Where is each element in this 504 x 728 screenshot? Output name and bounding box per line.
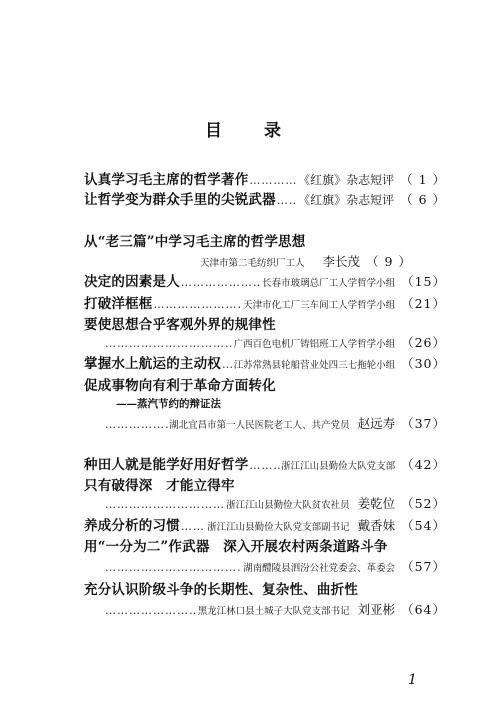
entry-title: 要使思想合乎客观外界的规律性	[84, 317, 276, 333]
dot-leader	[249, 174, 297, 187]
dot-leader	[105, 498, 225, 511]
toc-entry	[84, 352, 446, 372]
entry-page: （64）	[401, 602, 446, 617]
entry-page: （54）	[401, 518, 446, 533]
dot-leader	[105, 418, 168, 431]
entry-title: 用“一分为二”作武器 深入开展农村两条道路斗争	[84, 539, 388, 555]
entry-source: 《红旗》杂志短评	[298, 193, 395, 207]
entry-page: （30）	[401, 356, 446, 371]
toc-entry	[84, 188, 446, 208]
dot-leader	[181, 276, 261, 289]
entry-source: 湖南醴陵县泗汾公社党委会、革委会	[243, 563, 396, 574]
entry-author: 戴香妹	[357, 518, 396, 533]
entry-page: （21）	[401, 296, 446, 311]
entry-title: 促成事物向有利于革命方面转化	[84, 378, 276, 394]
entry-author: 姜乾位	[357, 496, 396, 511]
entry-page: （15）	[401, 274, 446, 289]
page-number: 1	[408, 672, 417, 688]
entry-page: （37）	[401, 416, 446, 431]
toc-entry	[84, 292, 446, 312]
entry-title: 掌握水上航运的主动权	[84, 356, 221, 372]
toc-entry	[84, 374, 446, 394]
entry-source: 浙江江山县勤俭大队党支部副书记	[207, 522, 350, 533]
entry-page: （ 1 ）	[400, 172, 446, 187]
entry-source: 黑龙江林口县土城子大队党支部书记	[197, 606, 350, 617]
entry-source: 浙江江山县勤俭大队党支部	[281, 461, 396, 472]
entry-author: 赵远寿	[357, 416, 396, 431]
toc-entry	[84, 535, 446, 555]
entry-author: 李长茂	[322, 254, 361, 269]
entry-title: 种田人就是能学好用好哲学	[84, 457, 249, 473]
entry-title: 打破洋框框	[84, 296, 153, 312]
entry-subtitle: ——蒸汽节约的辩证法	[116, 398, 221, 410]
entry-source: 天津市第二毛纺织厂工人	[200, 258, 305, 269]
dot-leader	[181, 520, 206, 533]
toc-entry	[84, 474, 446, 494]
toc-entry-source-line	[104, 494, 446, 510]
entry-title: 从“老三篇”中学习毛主席的哲学思想	[84, 234, 306, 250]
toc-entry	[84, 514, 446, 534]
entry-page: （42）	[401, 457, 446, 472]
dot-leader	[105, 604, 197, 617]
dot-leader	[222, 358, 233, 371]
entry-source: 湖北宜昌市第一人民医院老工人、共产党员	[169, 420, 350, 431]
dot-leader	[105, 561, 242, 574]
dot-leader	[277, 194, 297, 207]
toc-entry-source-line	[104, 600, 446, 616]
entry-source: 天津市化工厂三车间工人学哲学小组	[243, 300, 396, 311]
entry-title: 决定的因素是人	[84, 274, 180, 290]
toc-entry-source-line	[104, 414, 446, 430]
toc-entry	[84, 453, 446, 473]
entry-title: 养成分析的习惯	[84, 518, 180, 534]
toc-entry	[84, 270, 446, 290]
entry-author: 刘亚彬	[357, 602, 396, 617]
entry-source: 江苏常熟县轮船营业处四三七拖轮小组	[233, 360, 396, 371]
toc-entry	[84, 578, 446, 598]
entry-page: （26）	[401, 335, 446, 350]
entry-source: 《红旗》杂志短评	[298, 173, 395, 187]
toc-entry-source-line	[200, 252, 446, 268]
dot-leader	[154, 298, 243, 311]
entry-page: （ 9 ）	[366, 254, 412, 269]
dot-leader	[249, 459, 280, 472]
toc-entry-source-line	[104, 557, 446, 573]
toc-entry	[84, 168, 446, 188]
entry-page: （57）	[401, 559, 446, 574]
toc-entry-source-line	[104, 333, 446, 349]
entry-page: （52）	[401, 496, 446, 511]
entry-page: （ 6 ）	[400, 192, 446, 207]
entry-source: 广西百色电机厂铸铝班工人学哲学小组	[233, 339, 396, 350]
entry-source: 长春市玻璃总厂工人学哲学小组	[262, 278, 396, 289]
entry-title: 充分认识阶级斗争的长期性、复杂性、曲折性	[84, 582, 358, 598]
entry-source: 浙江江山县勤俭大队贫农社员	[226, 500, 350, 511]
dot-leader	[105, 337, 233, 350]
toc-entry	[84, 313, 446, 333]
toc-entry	[84, 230, 446, 250]
entry-title: 认真学习毛主席的哲学著作	[84, 172, 249, 188]
entry-title: 只有破得深 才能立得牢	[84, 478, 235, 494]
page-title: 目 录	[205, 121, 299, 141]
entry-title: 让哲学变为群众手里的尖锐武器	[84, 192, 276, 208]
